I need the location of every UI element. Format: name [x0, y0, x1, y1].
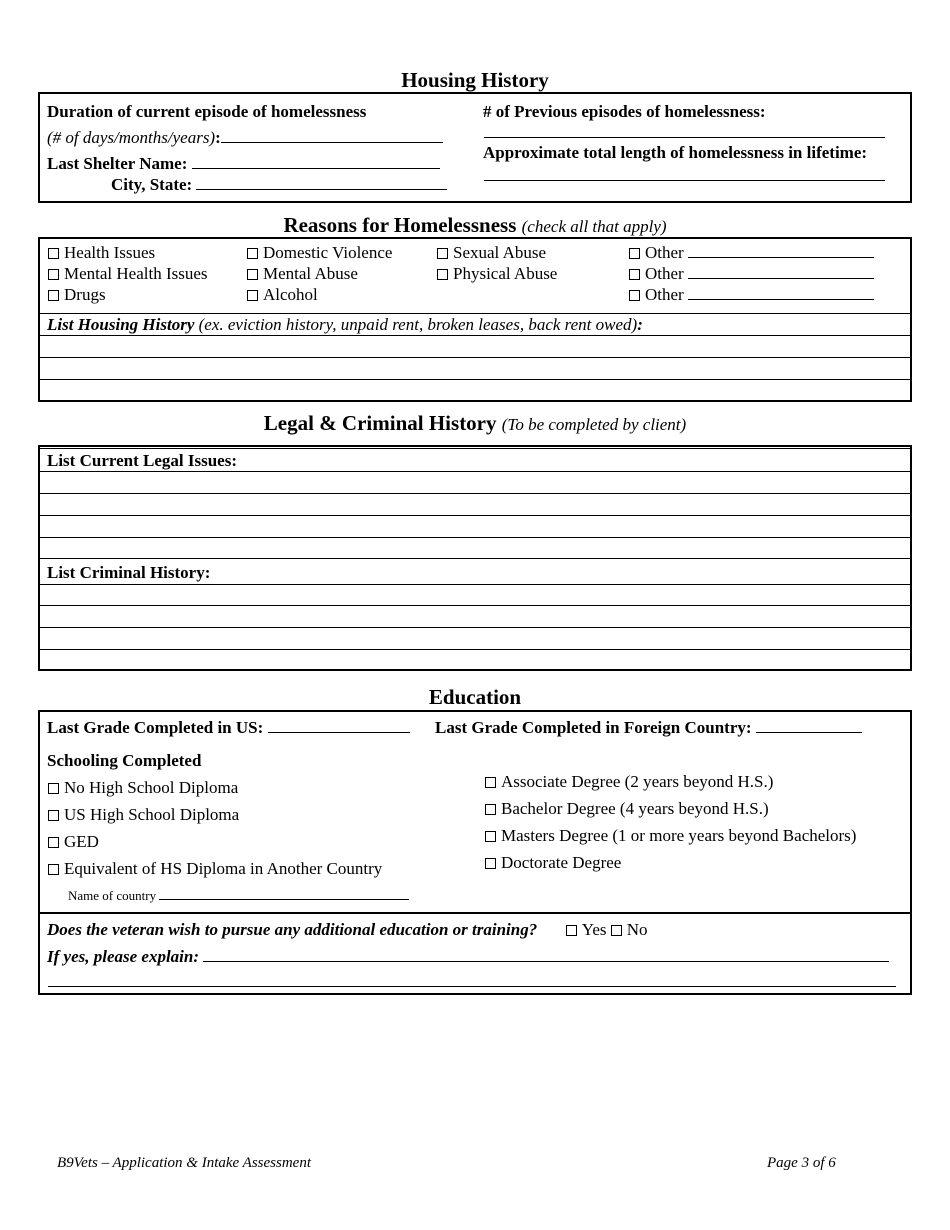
degree-doctorate[interactable]: Doctorate Degree — [485, 853, 621, 873]
checkbox[interactable] — [629, 290, 640, 301]
checkbox[interactable] — [48, 783, 59, 794]
checkbox[interactable] — [437, 269, 448, 280]
footer-title: B9Vets – Application & Intake Assessment — [57, 1155, 311, 1171]
criminal-line-3[interactable] — [38, 627, 912, 628]
reasons-title: Reasons for Homelessness (check all that apply) — [283, 213, 667, 237]
reason-drugs[interactable]: Drugs — [48, 285, 106, 305]
checkbox[interactable] — [485, 777, 496, 788]
country-row — [68, 888, 409, 904]
last-grade-foreign-row — [435, 718, 862, 738]
legal-line-1[interactable] — [38, 471, 912, 472]
criminal-line-1[interactable] — [38, 584, 912, 585]
explain-input[interactable] — [203, 947, 889, 962]
checkbox[interactable] — [485, 804, 496, 815]
checkbox[interactable] — [485, 831, 496, 842]
checkbox[interactable] — [48, 290, 59, 301]
pursue-question: Does the veteran wish to pursue any additional education or training? — [47, 920, 538, 939]
prev-episodes-input[interactable] — [484, 137, 885, 138]
explain-input-line-2[interactable] — [48, 986, 896, 987]
checkbox[interactable] — [629, 248, 640, 259]
degree-associate[interactable]: Associate Degree (2 years beyond H.S.) — [485, 772, 773, 792]
reason-health[interactable]: Health Issues — [48, 243, 155, 263]
checkbox[interactable] — [48, 810, 59, 821]
pursue-row — [47, 920, 648, 940]
reason-other-2[interactable]: Other — [629, 264, 874, 284]
school-no-hs[interactable]: No High School Diploma — [48, 778, 238, 798]
degree-bachelor[interactable]: Bachelor Degree (4 years beyond H.S.) — [485, 799, 769, 819]
checkbox[interactable] — [48, 864, 59, 875]
checkbox[interactable] — [566, 925, 577, 936]
divider — [40, 448, 910, 449]
duration-unit-row: (# of days/months/years): — [47, 128, 443, 148]
legal-line-4[interactable] — [38, 537, 912, 538]
reason-sexual-abuse[interactable]: Sexual Abuse — [437, 243, 546, 263]
duration-label: Duration of current episode of homelessness — [47, 102, 367, 121]
housing-history-list-label: List Housing History (ex. eviction history, unpaid rent, broken leases, back rent owed): — [47, 315, 643, 334]
checkbox[interactable] — [247, 248, 258, 259]
reason-mental-health[interactable]: Mental Health Issues — [48, 264, 208, 284]
last-shelter-input[interactable] — [192, 154, 440, 169]
country-input[interactable] — [159, 889, 409, 900]
duration-input[interactable] — [221, 128, 443, 143]
housing-history-line-1[interactable] — [38, 335, 912, 336]
checkbox[interactable] — [48, 248, 59, 259]
criminal-line-4[interactable] — [38, 649, 912, 650]
prev-episodes-label: # of Previous episodes of homelessness: — [483, 102, 766, 121]
last-shelter-row — [47, 154, 440, 174]
reason-domestic-violence[interactable]: Domestic Violence — [247, 243, 392, 263]
housing-history-line-2[interactable] — [38, 357, 912, 358]
divider — [38, 313, 912, 314]
reason-other-1[interactable]: Other — [629, 243, 874, 263]
last-grade-us-input[interactable] — [268, 718, 410, 733]
city-state-input[interactable] — [196, 175, 447, 190]
divider — [38, 558, 912, 559]
legal-line-2[interactable] — [38, 493, 912, 494]
explain-label: If yes, please explain: — [47, 947, 200, 966]
last-grade-foreign-label: Last Grade Completed in Foreign Country: — [435, 718, 752, 737]
school-ged[interactable]: GED — [48, 832, 99, 852]
checkbox[interactable] — [247, 269, 258, 280]
school-foreign-hs[interactable]: Equivalent of HS Diploma in Another Country — [48, 859, 382, 879]
education-title: Education — [428, 685, 522, 709]
housing-history-title: Housing History — [401, 68, 549, 92]
last-grade-us-row — [47, 718, 410, 738]
duration-unit-label: (# of days/months/years) — [47, 128, 216, 147]
pursue-yes[interactable]: Yes — [566, 920, 607, 939]
criminal-history-label: List Criminal History: — [47, 563, 211, 582]
divider — [38, 912, 912, 914]
other-input[interactable] — [688, 243, 874, 258]
other-input[interactable] — [688, 264, 874, 279]
schooling-label: Schooling Completed — [47, 751, 202, 770]
checkbox[interactable] — [48, 269, 59, 280]
page-number: Page 3 of 6 — [767, 1155, 836, 1171]
checkbox[interactable] — [48, 837, 59, 848]
approx-length-input[interactable] — [484, 180, 885, 181]
legal-line-3[interactable] — [38, 515, 912, 516]
criminal-line-2[interactable] — [38, 605, 912, 606]
reason-mental-abuse[interactable]: Mental Abuse — [247, 264, 358, 284]
school-us-hs[interactable]: US High School Diploma — [48, 805, 239, 825]
last-grade-us-label: Last Grade Completed in US: — [47, 718, 264, 737]
reason-physical-abuse[interactable]: Physical Abuse — [437, 264, 557, 284]
pursue-no[interactable]: No — [611, 920, 648, 939]
last-shelter-label: Last Shelter Name: — [47, 154, 188, 173]
country-label: Name of country — [68, 888, 157, 903]
checkbox[interactable] — [247, 290, 258, 301]
approx-length-label: Approximate total length of homelessness in lifetime: — [483, 143, 868, 162]
checkbox[interactable] — [485, 858, 496, 869]
reason-alcohol[interactable]: Alcohol — [247, 285, 318, 305]
city-state-label: City, State: — [111, 175, 193, 194]
checkbox[interactable] — [611, 925, 622, 936]
other-input[interactable] — [688, 285, 874, 300]
legal-title: Legal & Criminal History (To be completed by client) — [263, 411, 687, 435]
city-state-row — [111, 175, 447, 195]
degree-masters[interactable]: Masters Degree (1 or more years beyond Bachelors) — [485, 826, 856, 846]
explain-row — [47, 947, 889, 967]
checkbox[interactable] — [629, 269, 640, 280]
housing-history-line-3[interactable] — [38, 379, 912, 380]
current-legal-label: List Current Legal Issues: — [47, 451, 237, 470]
reason-other-3[interactable]: Other — [629, 285, 874, 305]
last-grade-foreign-input[interactable] — [756, 718, 862, 733]
checkbox[interactable] — [437, 248, 448, 259]
